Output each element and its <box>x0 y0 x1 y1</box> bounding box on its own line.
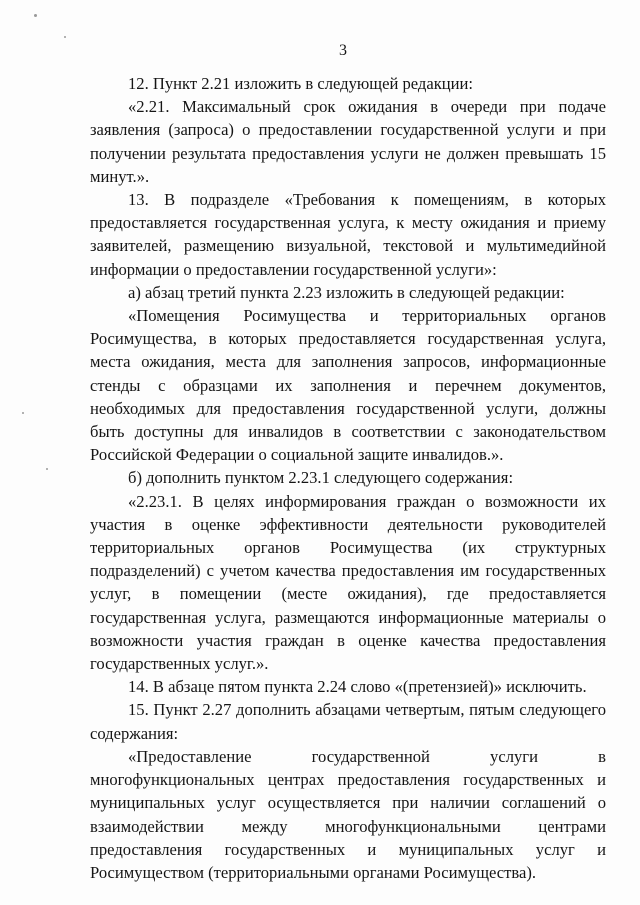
paragraph-quote-premises: «Помещения Росимущества и территориальных органов Росимущества, в которых предоставляется государственная услуга, места ожидания, места для заполнения запросов, информационные стенды с образцами их заполнения и перечнем документов, необходимых для предоставления государственной услуги, должны быть доступны для инвалидов в соответствии с законодательством Российской Федерации о социальной защите инвалидов.». <box>90 306 606 465</box>
paragraph-item-12: 12. Пункт 2.21 изложить в следующей редакции: <box>128 74 474 93</box>
paragraph-item-13-a: а) абзац третий пункта 2.23 изложить в следующей редакции: <box>128 282 565 302</box>
paragraph-item-13: 13. В подразделе «Требования к помещениям, в которых предоставляется государственная услуга, к месту ожидания и приему заявителей, размещению визуальной, текстовой и мультимедийной информации о предоставлении государственной услуги»: <box>90 190 606 279</box>
scan-speck <box>22 412 24 414</box>
paragraph-quote-2-23-1: «2.23.1. В целях информирования граждан о возможности их участия в оценке эффективности деятельности руководителей территориальных органов Росимущества (их структурных подразделений) с учетом качества предоставления им государственных услуг, в помещении (месте ожидания), где предоставляется государственная услуга, размещаются информационные материалы о возможности участия граждан в оценке качества предоставления государственных услуг.». <box>90 491 606 674</box>
document-body <box>90 72 606 884</box>
page-number: 3 <box>339 42 347 59</box>
paragraph-item-14: 14. В абзаце пятом пункта 2.24 слово «(претензией)» исключить. <box>128 677 587 697</box>
paragraph-item-13-b: б) дополнить пунктом 2.23.1 следующего содержания: <box>128 468 514 488</box>
scan-speck <box>46 468 48 470</box>
paragraph-item-15: 15. Пункт 2.27 дополнить абзацами четвертым, пятым следующего содержания: <box>90 700 606 743</box>
scan-speck <box>34 14 37 17</box>
scan-speck <box>64 36 66 38</box>
paragraph-quote-mfc: «Предоставление государственной услуги в многофункциональных центрах предоставления государственных и муниципальных услуг осуществляется при наличии соглашений о взаимодействии между многофункциональными центрами предоставления государственных и муниципальных услуг и Росимуществом (территориальными органами Росимущества). <box>90 746 606 882</box>
paragraph-quote-2-21: «2.21. Максимальный срок ожидания в очереди при подаче заявления (запроса) о предоставлении государственной услуги и при получении результата предоставления услуги не должен превышать 15 минут.». <box>90 97 606 186</box>
